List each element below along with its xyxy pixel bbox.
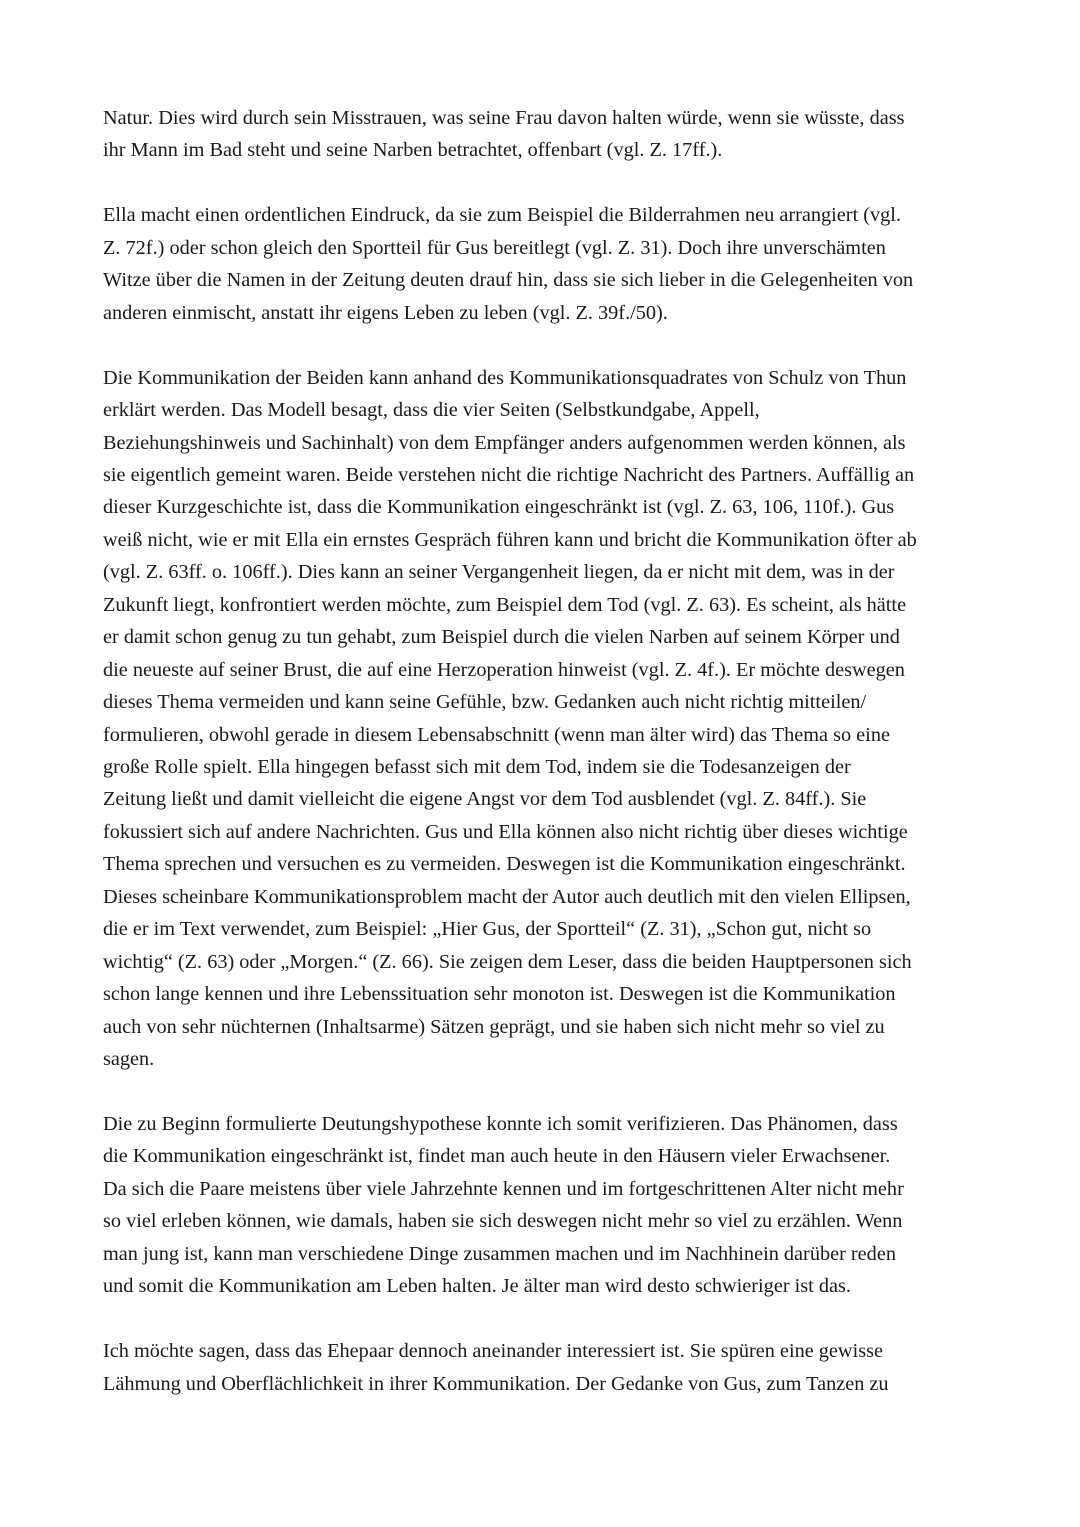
text-line: die neueste auf seiner Brust, die auf eine Herzoperation hinweist (vgl. Z. 4f.). Er möchte deswegen [103,658,905,681]
text-line: die er im Text verwendet, zum Beispiel: „Hier Gus, der Sportteil“ (Z. 31), „Schon gut, nicht so [103,918,872,941]
text-line: Thema sprechen und versuchen es zu vermeiden. Deswegen ist die Kommunikation eingeschränkt. [103,853,906,876]
text-line: fokussiert sich auf andere Nachrichten. Gus und Ella können also nicht richtig über dieses wichtige [103,820,908,843]
text-line: (vgl. Z. 63ff. o. 106ff.). Dies kann an seiner Vergangenheit liegen, da er nicht mit dem, was in der [103,561,895,584]
text-line: Zeitung ließt und damit vielleicht die eigene Angst vor dem Tod ausblendet (vgl. Z. 84ff.). Sie [103,788,867,811]
text-line: und somit die Kommunikation am Leben halten. Je älter man wird desto schwieriger ist das. [103,1275,851,1298]
text-line: so viel erleben können, wie damals, haben sie sich deswegen nicht mehr so viel zu erzählen. Wenn [103,1210,903,1233]
text-line: weiß nicht, wie er mit Ella ein ernstes Gespräch führen kann und bricht die Kommunikation öfter ab [103,528,917,551]
text-line: Witze über die Namen in der Zeitung deuten drauf hin, dass sie sich lieber in die Gelegenheiten von [103,269,914,292]
paragraph [103,1108,1003,1303]
document-page [103,102,1003,1433]
text-line: Lähmung und Oberflächlichkeit in ihrer Kommunikation. Der Gedanke von Gus, zum Tanzen zu [103,1372,889,1395]
text-line: Beziehungshinweis und Sachinhalt) von dem Empfänger anders aufgenommen werden können, als [103,431,906,454]
text-line: sagen. [103,1048,155,1071]
text-line: erklärt werden. Das Modell besagt, dass die vier Seiten (Selbstkundgabe, Appell, [103,399,760,422]
paragraph [103,1335,1003,1400]
text-line: Dieses scheinbare Kommunikationsproblem macht der Autor auch deutlich mit den vielen Ellipsen, [103,885,911,908]
text-line: auch von sehr nüchternen (Inhaltsarme) Sätzen geprägt, und sie haben sich nicht mehr so viel zu [103,1015,885,1038]
text-line: große Rolle spielt. Ella hingegen befasst sich mit dem Tod, indem sie die Todesanzeigen der [103,756,851,779]
text-line: Zukunft liegt, konfrontiert werden möchte, zum Beispiel dem Tod (vgl. Z. 63). Es scheint, als hätte [103,593,907,616]
text-line: ihr Mann im Bad steht und seine Narben betrachtet, offenbart (vgl. Z. 17ff.). [103,139,723,162]
text-line: Da sich die Paare meistens über viele Jahrzehnte kennen und im fortgeschrittenen Alter nicht mehr [103,1177,904,1200]
text-line: er damit schon genug zu tun gehabt, zum Beispiel durch die vielen Narben auf seinem Körper und [103,626,900,649]
text-line: Natur. Dies wird durch sein Misstrauen, was seine Frau davon halten würde, wenn sie wüsste, dass [103,107,905,129]
text-line: sie eigentlich gemeint waren. Beide verstehen nicht die richtige Nachricht des Partners. Auffällig an [103,463,915,486]
text-line: Ich möchte sagen, dass das Ehepaar dennoch aneinander interessiert ist. Sie spüren eine gewisse [103,1340,883,1363]
text-line: Die zu Beginn formulierte Deutungshypothese konnte ich somit verifizieren. Das Phänomen, dass [103,1113,898,1135]
paragraph [103,362,1003,1076]
text-line: die Kommunikation eingeschränkt ist, findet man auch heute in den Häusern vieler Erwachsener. [103,1145,891,1168]
paragraph [103,102,1003,167]
text-line: dieser Kurzgeschichte ist, dass die Kommunikation eingeschränkt ist (vgl. Z. 63, 106, 110f.). Gus [103,496,895,519]
text-line: Die Kommunikation der Beiden kann anhand des Kommunikationsquadrates von Schulz von Thun [103,366,907,389]
text-line: schon lange kennen und ihre Lebenssituation sehr monoton ist. Deswegen ist die Kommunikation [103,983,896,1006]
text-line: Z. 72f.) oder schon gleich den Sportteil für Gus bereitlegt (vgl. Z. 31). Doch ihre unverschämten [103,236,886,259]
text-line: anderen einmischt, anstatt ihr eigens Leben zu leben (vgl. Z. 39f./50). [103,301,668,324]
text-line: Ella macht einen ordentlichen Eindruck, da sie zum Beispiel die Bilderrahmen neu arrangiert (vgl. [103,204,902,227]
paragraph [103,199,1003,329]
text-line: man jung ist, kann man verschiedene Dinge zusammen machen und im Nachhinein darüber reden [103,1242,896,1265]
text-line: wichtig“ (Z. 63) oder „Morgen.“ (Z. 66). Sie zeigen dem Leser, dass die beiden Hauptpersonen sich [103,950,912,973]
text-line: dieses Thema vermeiden und kann seine Gefühle, bzw. Gedanken auch nicht richtig mitteilen/ [103,691,867,714]
text-line: formulieren, obwohl gerade in diesem Lebensabschnitt (wenn man älter wird) das Thema so eine [103,723,890,746]
